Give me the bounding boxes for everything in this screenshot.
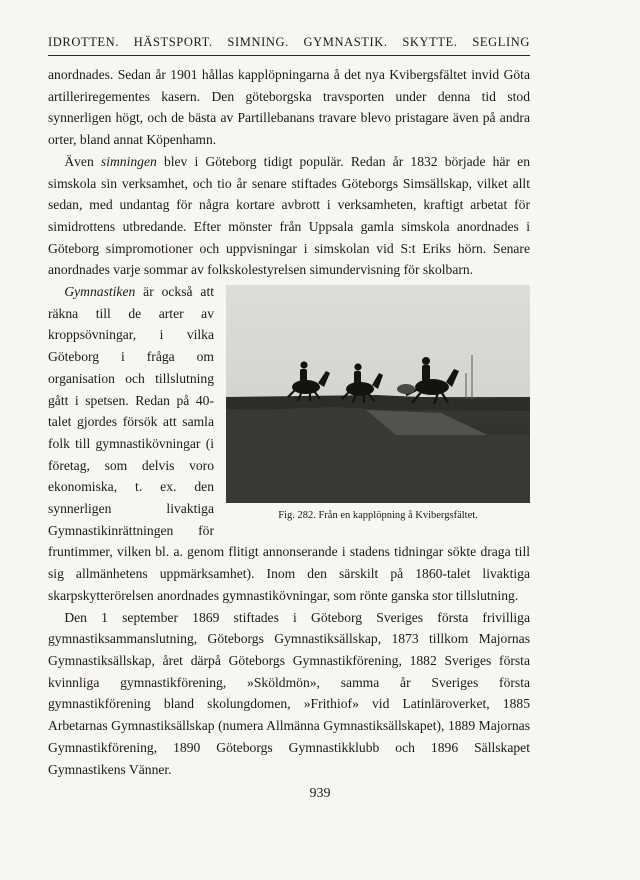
header-item: SIMNING.: [227, 35, 289, 49]
paragraph-gymnastics-clubs: Den 1 september 1869 stiftades i Göteborg Sveriges första frivilliga gymnastiksammanslutning, Göteborgs Gymnastiksällskap, 1873 tillkom Majornas Gymnastiksällskap, året därpå Göteborgs Gymnastikförening, 1882 Sveriges första kvinnliga gymnastikförening, »Sköldmön», samma år Sveriges första gymnastikförening bland skolungdomen, »Frithiof» vid Latinläroverket, 1885 Arbetarnas Gymnastiksällskap (numera Allmänna Gymnastiksällskapet), 1889 Majornas Gymnastikförening, 1890 Göteborgs Gymnastikklubb och 1896 Sällskapet Gymnastikens Vänner.: [48, 609, 530, 777]
paragraph-swimming: [48, 151, 530, 281]
keyword-gymnastiken: Gymnastiken: [64, 284, 136, 300]
figure-horse-race: [226, 285, 530, 522]
header-item: SKYTTE.: [402, 35, 458, 49]
paragraph-swimming-start: Även: [64, 153, 101, 169]
paragraph-horse-racing: anordnades. Sedan år 1901 hållas kapplöpningarna å det nya Kvibergsfältet invid Göta artilleriregementes kasern. Den göteborgska travsporten under denna tid stod synnerligen högt, och de bästa av Partillebanans travare blevo pristagare även på andra orter, bland annat Köpenhamn.: [48, 67, 530, 148]
page-number: 939: [309, 786, 331, 801]
paragraph-swimming-part-1: blev i Göteborg tidigt populär. Redan år 1832 började här en simskola sin verksamhet, och tio år senare stiftades Göteborgs Simsällskap, vilket allt sedan, med undantag för några kortare avbrott i verksamheten, kraftigt arbetat för simidrottens utbredande. Efter mönster från Uppsala gamla simskola anordnades i Göteborg simpromotioner och uppvisningar i simskolan vid S:t Eriks hörn. Senare anordnades varje sommar av folkskolestyrelsen simundervisning för skolbarn.: [48, 153, 530, 278]
keyword-simningen: simningen: [100, 153, 157, 169]
header-item: IDROTTEN.: [48, 35, 120, 49]
running-header: [48, 35, 530, 56]
body-text: [48, 64, 530, 780]
paragraph-gymnastics-text: är också att räkna till de arter av kroppsövningar, i vilka Göteborg i fråga om organisation och tillslutning gått i spetsen. Redan på 40-talet gjordes försök att samla folk till gymnastikövningar (i företag, som delvis voro ekonomiska, t. ex. den synnerligen livaktiga Gymnastikinrättningen för fruntimmer, vilken bl. a. genom flitigt annonserande i stadens tidningar sökte draga till sig allmänhetens uppmärksamhet). Inom den särskilt på 1860-talet livaktiga skarpskytterörelsen anordnades gymnastikövningar, som rönte ganska stor tillslutning.: [48, 284, 530, 603]
horse-race-photo: [226, 285, 530, 503]
figure-caption: Fig. 282. Från en kapplöpning å Kvibergsfältet.: [278, 510, 478, 522]
header-item: HÄSTSPORT.: [133, 35, 213, 49]
header-item: GYMNASTIK.: [303, 35, 388, 49]
header-item: SEGLING: [472, 35, 530, 49]
